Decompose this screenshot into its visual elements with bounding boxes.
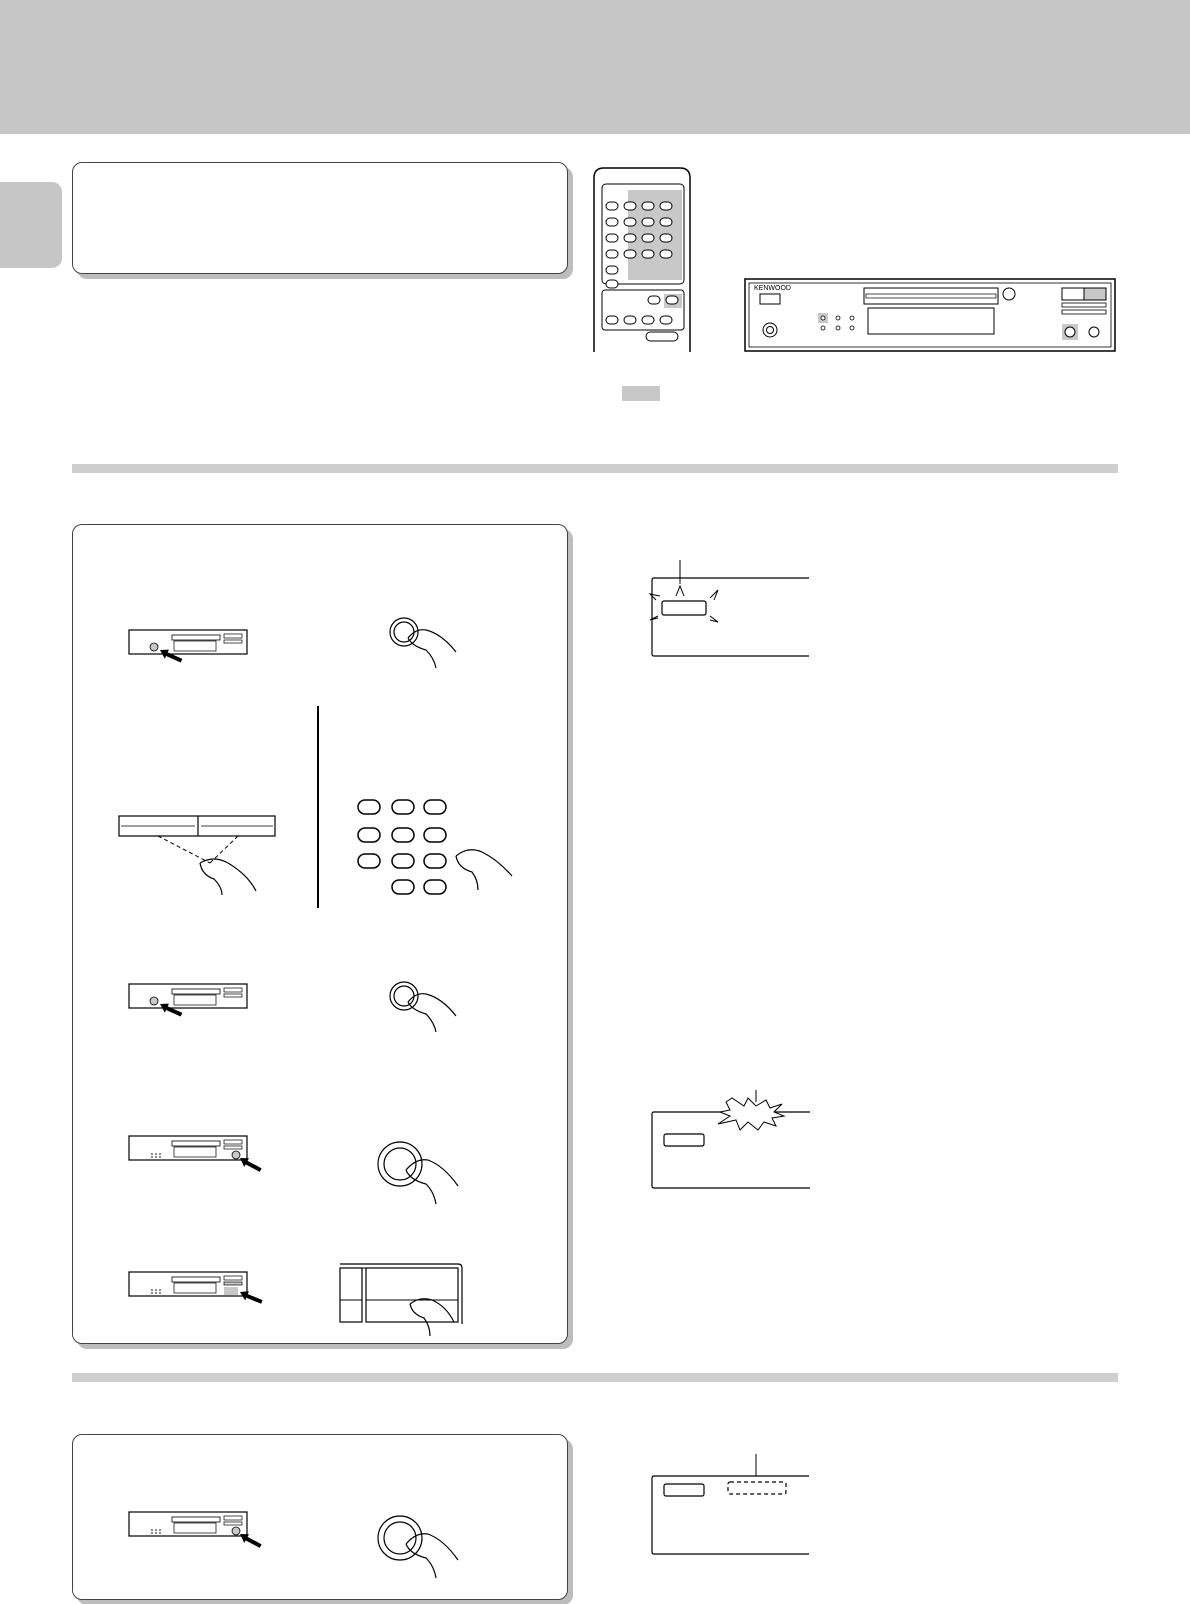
chapter-tab xyxy=(0,182,62,268)
step3-finger-press xyxy=(386,976,476,1036)
step2-divider xyxy=(317,706,319,908)
step4-unit-illustration xyxy=(128,1134,268,1174)
bottom-finger-press xyxy=(376,1512,476,1582)
cd-player-front-panel xyxy=(744,278,1116,352)
display-diagram-segment xyxy=(646,1090,816,1190)
remote-control-illustration xyxy=(592,166,694,352)
step3-unit-illustration xyxy=(128,982,258,1022)
section-rule-2 xyxy=(72,1373,1118,1382)
step2-numeric-keypad xyxy=(344,798,524,900)
display-diagram-indicator xyxy=(646,560,816,660)
step2-skip-buttons xyxy=(118,815,278,895)
step4-finger-press xyxy=(376,1138,476,1208)
step1-unit-illustration xyxy=(128,628,258,668)
brand-logo: KENWOOD xyxy=(754,285,791,292)
bottom-unit-illustration xyxy=(128,1510,268,1550)
header-band xyxy=(0,0,1190,134)
highlight-legend-swatch xyxy=(622,386,660,401)
intro-panel xyxy=(72,162,568,274)
step5-button-closeup xyxy=(340,1262,470,1336)
step1-finger-press xyxy=(386,612,476,672)
display-diagram-dashed xyxy=(646,1454,816,1558)
section-rule-1 xyxy=(72,464,1118,473)
step5-unit-illustration xyxy=(128,1270,268,1310)
